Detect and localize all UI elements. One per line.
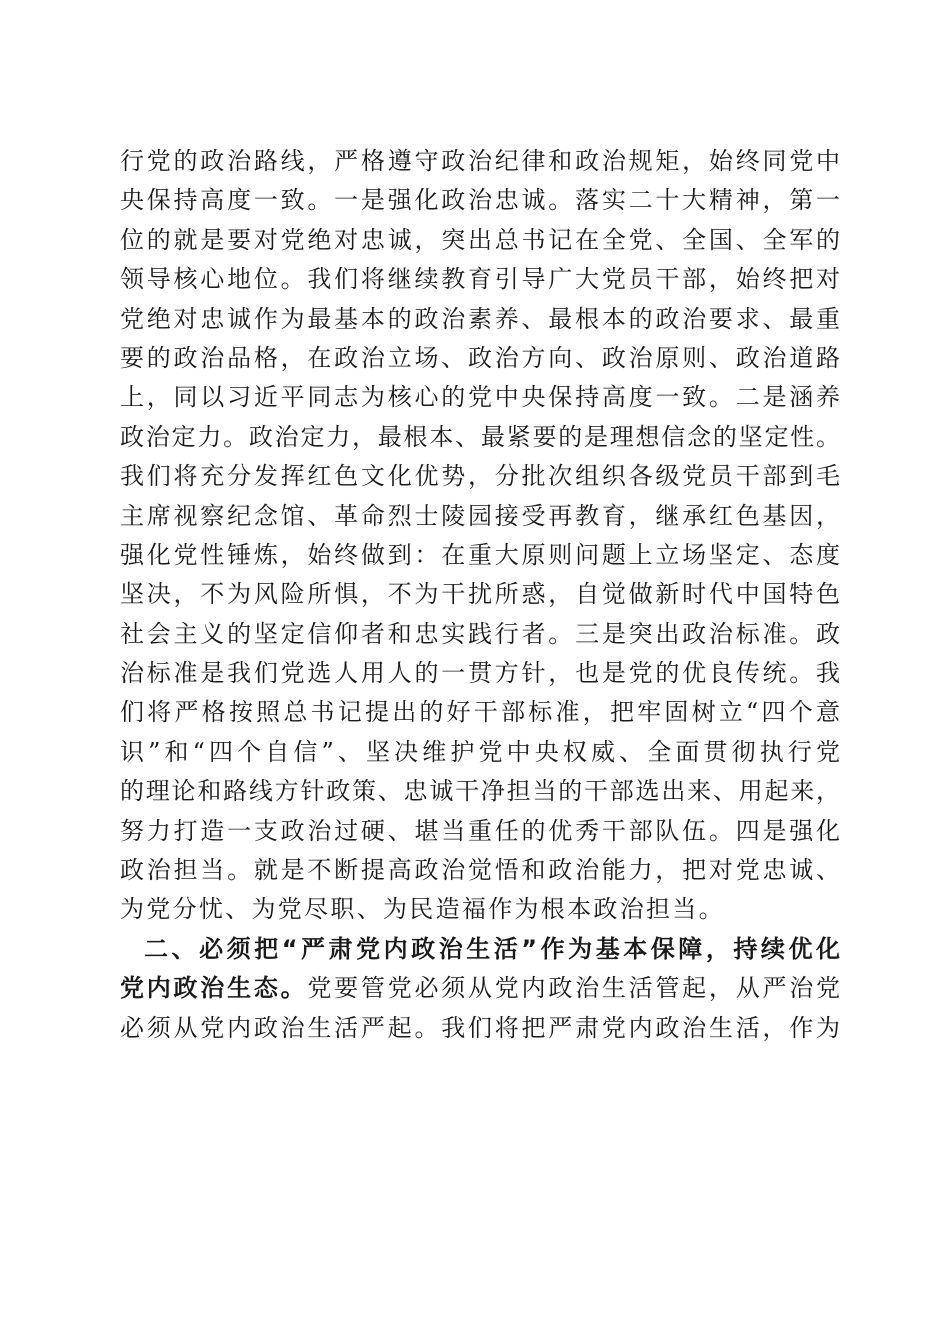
body-line: 努力打造一支政治过硬、堪当重任的优秀干部队伍。四是强化 [120,816,840,845]
body-line: 行党的政治路线，严格遵守政治纪律和政治规矩，始终同党中 [120,147,840,175]
body-line: 们将严格按照总书记提出的好干部标准，把牢固树立“四个意 [120,698,840,727]
body-line: 识”和“四个自信”、坚决维护党中央权威、全面贯彻执行党 [120,737,840,766]
section-heading: 二、必须把“严肃党内政治生活”作为基本保障，持续优化 [144,934,840,963]
body-line: 要的政治品格，在政治立场、政治方向、政治原则、政治道路 [120,343,840,372]
body-line: 治标准是我们党选人用人的一贯方针，也是党的优良传统。我 [120,659,840,688]
body-line: 政治定力。政治定力，最根本、最紧要的是理想信念的坚定性。 [120,422,840,451]
body-line: 强化党性锤炼，始终做到：在重大原则问题上立场坚定、态度 [120,540,840,569]
body-line: 坚决，不为风险所惧，不为干扰所惑，自觉做新时代中国特色 [120,580,840,609]
body-line: 的理论和路线方针政策、忠诚干净担当的干部选出来、用起来， [120,777,840,806]
body-line: 上，同以习近平同志为核心的党中央保持高度一致。二是涵养 [120,383,840,412]
document-body [120,142,840,1048]
body-line: 政治担当。就是不断提高政治觉悟和政治能力，把对党忠诚、 [120,856,840,885]
body-line: 央保持高度一致。一是强化政治忠诚。落实二十大精神，第一 [120,186,840,215]
body-line: 位的就是要对党绝对忠诚，突出总书记在全党、全国、全军的 [120,225,840,254]
body-line: 我们将充分发挥红色文化优势，分批次组织各级党员干部到毛 [120,462,840,491]
body-line-last: 为党分忧、为党尽职、为民造福作为根本政治担当。 [120,895,725,924]
section-line [120,969,840,1008]
body-line: 社会主义的坚定信仰者和忠实践行者。三是突出政治标准。政 [120,619,840,648]
body-line: 党绝对忠诚作为最基本的政治素养、最根本的政治要求、最重 [120,304,840,333]
body-line: 主席视察纪念馆、革命烈士陵园接受再教育，继承红色基因， [120,501,840,530]
section-line: 必须从党内政治生活严起。我们将把严肃党内政治生活，作为 [120,1013,840,1042]
body-line: 领导核心地位。我们将继续教育引导广大党员干部，始终把对 [120,265,840,294]
section-text: 党要管党必须从党内政治生活管起，从严治党 [307,974,840,1003]
section-heading-continued: 党内政治生态。 [120,974,308,1003]
